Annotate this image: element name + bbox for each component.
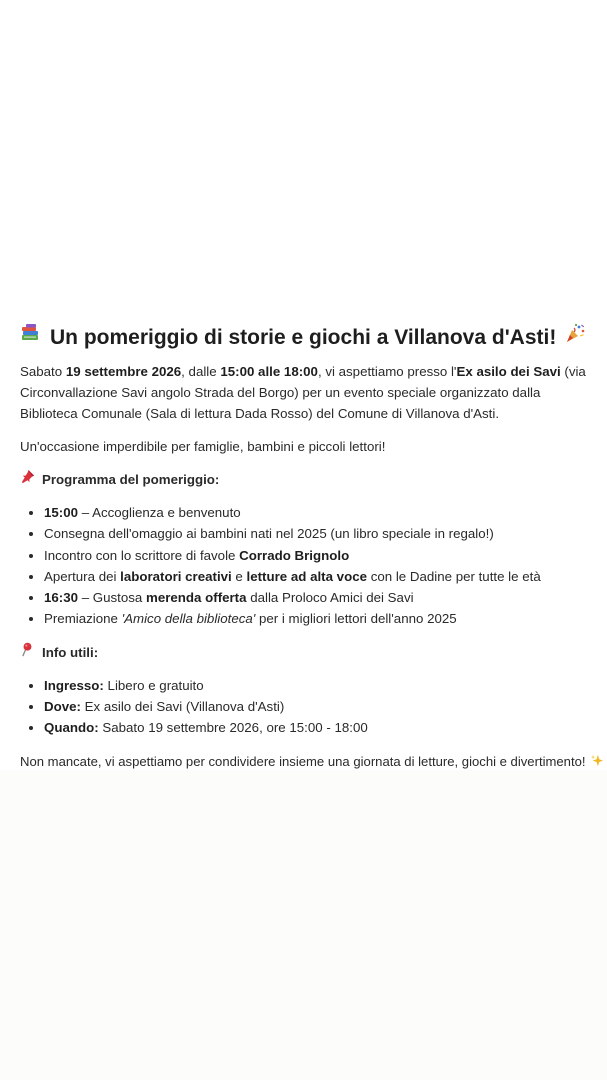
info-heading: Info utili: — [20, 642, 600, 663]
program-list — [20, 502, 600, 630]
info-list — [20, 675, 600, 739]
event-date: 19 settembre 2026 — [65, 364, 182, 379]
list-item: • Quando: Sabato 19 settembre 2026, ore 15:00 - 18:00 — [44, 717, 600, 738]
party-popper-icon — [564, 322, 586, 353]
sparkles-icon — [590, 754, 604, 769]
list-item: • 15:00 – Accoglienza e benvenuto — [44, 502, 600, 523]
list-item: • Ingresso: Libero e gratuito — [44, 675, 600, 696]
pushpin-icon — [20, 469, 36, 490]
tagline: Un'occasione imperdibile per famiglie, bambini e piccoli lettori! — [20, 439, 386, 454]
list-item: • Incontro con lo scrittore di favole Corrado Brignolo — [44, 545, 600, 566]
list-item: • Apertura dei laboratori creativi e letture ad alta voce con le Dadine per tutte le età — [44, 566, 600, 587]
round-pushpin-icon — [20, 642, 36, 663]
list-item: • Dove: Ex asilo dei Savi (Villanova d'Asti) — [44, 696, 600, 717]
books-icon — [20, 322, 42, 353]
closing-paragraph: Non mancate, vi aspettiamo per condividere insieme una giornata di letture, giochi e divertimento! — [20, 751, 600, 772]
post-title — [20, 322, 600, 353]
list-item: • Premiazione 'Amico della biblioteca' per i migliori lettori dell'anno 2025 — [44, 608, 600, 629]
event-venue: Ex asilo dei Savi — [456, 364, 561, 379]
event-time: 15:00 alle 18:00 — [220, 364, 318, 379]
list-item: • Consegna dell'omaggio ai bambini nati nel 2025 (un libro speciale in regalo!) — [44, 523, 600, 544]
intro-paragraph: Sabato 19 settembre 2026, dalle 15:00 alle 18:00, vi aspettiamo presso l'Ex asilo dei Savi (via Circonvallazione Savi angolo Strada del Borgo) per un evento speciale organizzato dalla Biblioteca Comunale (Sala di lettura Dada Rosso) del Comune di Villanova d'Asti. — [20, 364, 586, 421]
page-footer-area — [0, 770, 607, 1080]
event-post — [20, 322, 600, 772]
post-title-text: Un pomeriggio di storie e giochi a Villanova d'Asti! — [50, 325, 557, 349]
program-heading: Programma del pomeriggio: — [20, 469, 600, 490]
list-item: • 16:30 – Gustosa merenda offerta dalla Proloco Amici dei Savi — [44, 587, 600, 608]
